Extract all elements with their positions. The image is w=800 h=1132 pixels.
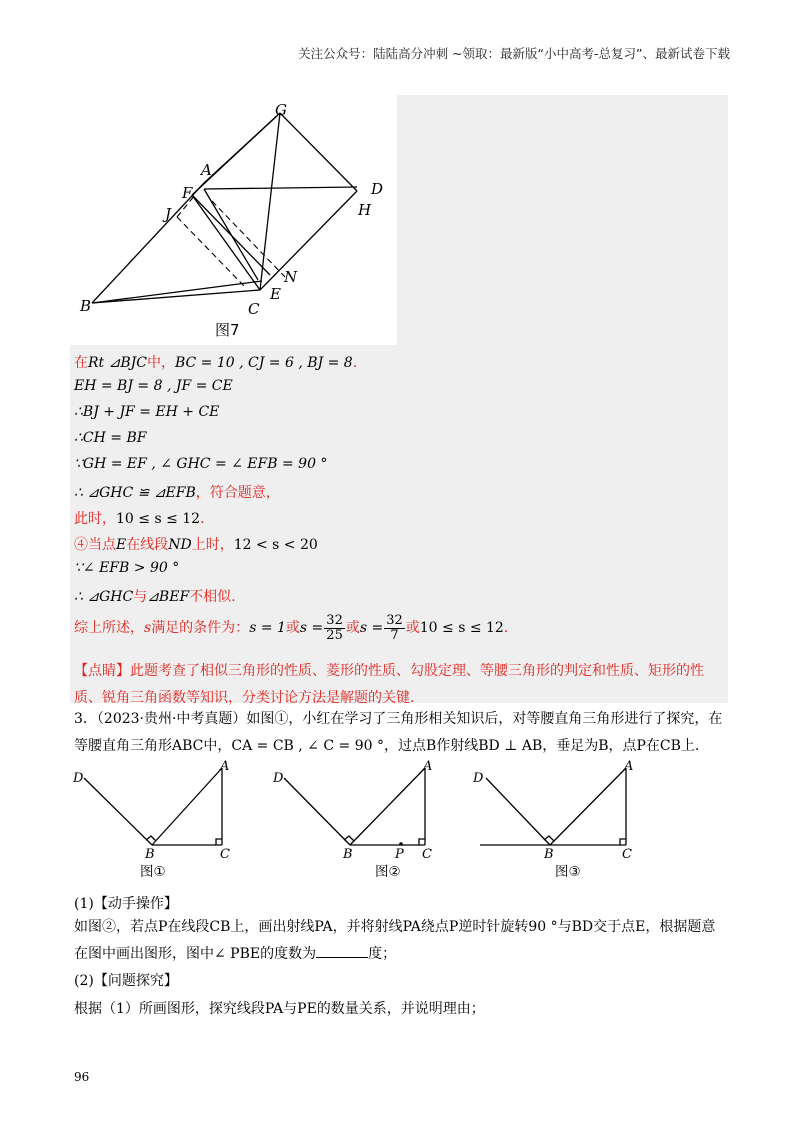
solution-line-10: ∴ ⊿GHC与⊿BEF不相似. (74, 589, 236, 605)
label-B: B (80, 297, 92, 315)
svg-text:C: C (220, 847, 230, 860)
part-2-text: 根据（1）所画图形，探究线段PA与PE的数量关系，并说明理由； (74, 1001, 485, 1017)
solution-line-6: ∴ ⊿GHC ≌ ⊿EFB，符合题意， (74, 485, 280, 501)
solution-line-8: ④当点E在线段ND上时，12 < s < 20 (74, 537, 318, 553)
svg-text:A: A (423, 760, 433, 774)
solution-line-2: EH = BJ = 8 , JF = CE (74, 378, 233, 394)
label-J: J (165, 205, 172, 223)
svg-text:A: A (220, 760, 230, 774)
svg-text:D: D (273, 771, 284, 786)
solution-line-9: ∵∠ EFB > 90 ° (74, 560, 180, 576)
label-G: G (275, 101, 287, 119)
solution-line-5: ∵GH = EF , ∠ GHC = ∠ EFB = 90 ° (74, 456, 328, 472)
label-F: F (182, 184, 193, 202)
figure-2 (270, 760, 445, 860)
figure-7-caption: 图7 (215, 321, 240, 339)
solution-line-7: 此时，10 ≤ s ≤ 12. (74, 511, 205, 527)
figure-2-caption: 图② (375, 864, 401, 880)
label-D: D (371, 180, 384, 198)
label-H: H (358, 201, 372, 219)
svg-text:D: D (473, 771, 484, 786)
svg-text:B: B (544, 847, 554, 860)
label-N: N (284, 268, 298, 286)
part-2-title: (2)【问题探究】 (74, 973, 178, 989)
label-A: A (201, 161, 212, 179)
fraction-32-7: $\frac{32}{7}$ (386, 613, 403, 643)
page-number: 96 (74, 1070, 90, 1084)
solution-summary: 综上所述，s满足的条件为：s = 1或s = $\frac{32}{25}$ 或s = $\frac{32}{7}$ 或10 ≤ s ≤ 12. (74, 613, 509, 643)
solution-line-3: ∴BJ + JF = EH + CE (74, 404, 220, 420)
svg-text:C: C (622, 847, 632, 860)
solution-line-4: ∴CH = BF (74, 430, 147, 446)
answer-blank[interactable] (316, 945, 368, 958)
label-C: C (248, 300, 260, 318)
svg-text:D: D (73, 771, 84, 786)
svg-text:B: B (343, 847, 353, 860)
page-header: 关注公众号：陆陆高分冲刺 ~领取：最新版“小中高考-总复习”、最新试卷下载 (298, 46, 730, 61)
figure-1 (70, 760, 245, 860)
solution-comment: 【点睛】此题考查了相似三角形的性质、菱形的性质、勾股定理、等腰三角形的判定和性质、矩形的性质、锐角三角函数等知识，分类讨论方法是解题的关键. (74, 663, 704, 706)
svg-text:P: P (395, 847, 404, 860)
svg-text:A: A (624, 760, 634, 774)
figure-3 (470, 760, 650, 860)
figure-3-caption: 图③ (555, 864, 581, 880)
problem-3-intro: 3．（2023·贵州·中考真题）如图①，小红在学习了三角形相关知识后，对等腰直角三角形进行了探究，在等腰直角三角形ABC中，CA = CB , ∠ C = 90 °，过点B作射线BD ⊥ AB，垂足为B，点P在CB上. (74, 711, 723, 754)
part-1-title: (1)【动手操作】 (74, 896, 178, 912)
figure-7 (70, 95, 397, 345)
figure-1-caption: 图① (140, 864, 166, 880)
svg-text:C: C (422, 847, 432, 860)
solution-line-1: 在Rt ⊿BJC中，BC = 10 , CJ = 6 , BJ = 8. (74, 355, 358, 371)
fraction-32-25: $\frac{32}{25}$ (326, 613, 343, 643)
part-1-text: 如图②，若点P在线段CB上，画出射线PA，并将射线PA绕点P逆时针旋转90 °与BD交于点E，根据题意在图中画出图形，图中∠ PBE的度数为 度； (74, 919, 716, 962)
svg-text:B: B (145, 847, 155, 860)
label-E: E (270, 285, 281, 303)
